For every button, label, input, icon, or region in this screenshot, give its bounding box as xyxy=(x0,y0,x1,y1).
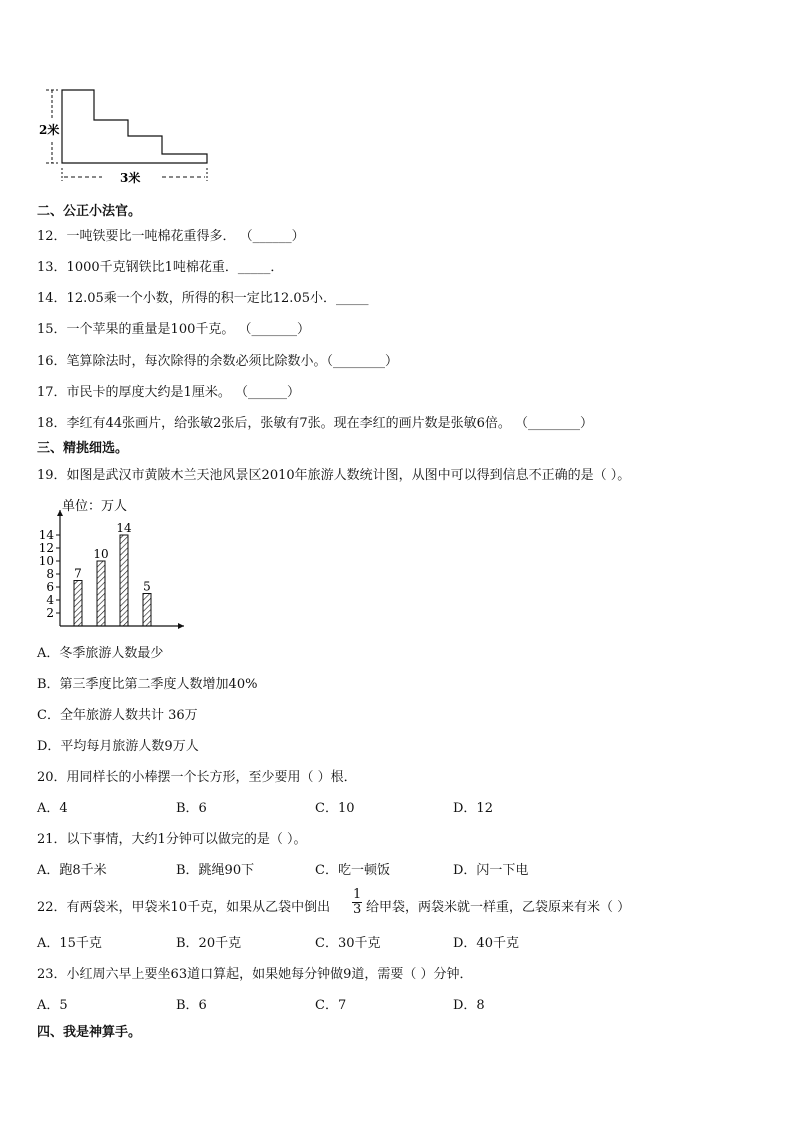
question-15: 15．一个苹果的重量是100千克。 （_______） xyxy=(37,322,310,337)
section3-heading: 三、精挑细选。 xyxy=(37,441,129,456)
bar-第三季度 xyxy=(120,535,128,626)
q22-option-c: C．30千克 xyxy=(315,936,381,951)
q20-option-c: C．10 xyxy=(315,801,355,816)
q20-option-a: A．4 xyxy=(37,801,68,816)
y-tick-label: 2 xyxy=(46,606,54,620)
q22-fraction-numerator: 1 xyxy=(353,887,362,902)
y-tick-label: 14 xyxy=(38,528,54,542)
question-22-stem-before: 22．有两袋米，甲袋米10千克，如果从乙袋中倒出 xyxy=(37,900,331,915)
section4-heading: 四、我是神算手。 xyxy=(37,1025,142,1040)
height-label: 2米 xyxy=(39,123,60,137)
x-axis-arrow xyxy=(178,623,184,629)
question-16: 16．笔算除法时，每次除得的余数必须比除数小。（________） xyxy=(37,354,399,369)
q22-option-b: B．20千克 xyxy=(176,936,242,951)
q23-option-c: C．7 xyxy=(315,998,347,1013)
bar-第四季度 xyxy=(143,594,151,627)
question-20-stem: 20．用同样长的小棒摆一个长方形，至少要用（ ）根． xyxy=(37,770,357,785)
question-14: 14．12.05乘一个小数，所得的积一定比12.05小．_____ xyxy=(37,291,369,306)
q21-option-d: D．闪一下电 xyxy=(453,863,529,878)
question-19-stem: 19．如图是武汉市黄陂木兰天池风景区2010年旅游人数统计图，从图中可以得到信息不正确的是（ ）。 xyxy=(37,468,631,483)
tourism-bar-chart xyxy=(34,494,234,634)
q19-option-c: C．全年旅游人数共计 36万 xyxy=(37,708,198,723)
q23-option-b: B．6 xyxy=(176,998,207,1013)
question-18: 18．李红有44张画片，给张敏2张后，张敏有7张。现在李红的画片数是张敏6倍。 （________） xyxy=(37,416,594,431)
stair-figure xyxy=(36,84,256,194)
q22-option-a: A．15千克 xyxy=(37,936,102,951)
q23-option-a: A．5 xyxy=(37,998,68,1013)
y-tick-label: 4 xyxy=(46,593,54,607)
staircase-outline xyxy=(62,90,207,163)
question-21-stem: 21．以下事情，大约1分钟可以做完的是（ ）。 xyxy=(37,832,307,847)
question-17: 17．市民卡的厚度大约是1厘米。 （______） xyxy=(37,385,300,400)
q20-option-d: D．12 xyxy=(453,801,493,816)
q22-fraction xyxy=(352,888,362,917)
bar-第二季度 xyxy=(97,561,105,626)
chart-unit-label: 单位：万人 xyxy=(62,499,128,514)
q20-option-b: B．6 xyxy=(176,801,207,816)
bar-value-label: 14 xyxy=(116,521,132,535)
q21-option-a: A．跑8千米 xyxy=(37,863,107,878)
q22-option-d: D．40千克 xyxy=(453,936,519,951)
width-label: 3米 xyxy=(120,171,141,185)
y-tick-label: 8 xyxy=(46,567,54,581)
y-tick-label: 12 xyxy=(38,541,54,555)
bar-value-label: 7 xyxy=(74,566,82,581)
section2-heading: 二、公正小法官。 xyxy=(37,204,142,219)
q21-option-b: B．跳绳90下 xyxy=(176,863,255,878)
question-23-stem: 23．小红周六早上要坐63道口算起，如果她每分钟做9道，需要（ ）分钟． xyxy=(37,967,473,982)
q21-option-c: C．吃一顿饭 xyxy=(315,863,390,878)
bar-第一季度 xyxy=(74,581,82,627)
q19-option-a: A．冬季旅游人数最少 xyxy=(37,646,164,661)
bar-value-label: 10 xyxy=(93,547,109,561)
q19-option-d: D．平均每月旅游人数9万人 xyxy=(37,739,199,754)
question-13: 13．1000千克钢铁比1吨棉花重．_____． xyxy=(37,260,284,275)
question-22-stem-after: 给甲袋，两袋米就一样重，乙袋原来有米（ ） xyxy=(366,900,631,915)
q22-fraction-denominator: 3 xyxy=(353,902,362,917)
bar-value-label: 5 xyxy=(143,579,151,594)
question-12: 12．一吨铁要比一吨棉花重得多． （______） xyxy=(37,229,305,244)
y-tick-label: 10 xyxy=(38,554,54,568)
y-tick-label: 6 xyxy=(46,580,54,594)
q23-option-d: D．8 xyxy=(453,998,485,1013)
q19-option-b: B．第三季度比第二季度人数增加40% xyxy=(37,677,258,692)
